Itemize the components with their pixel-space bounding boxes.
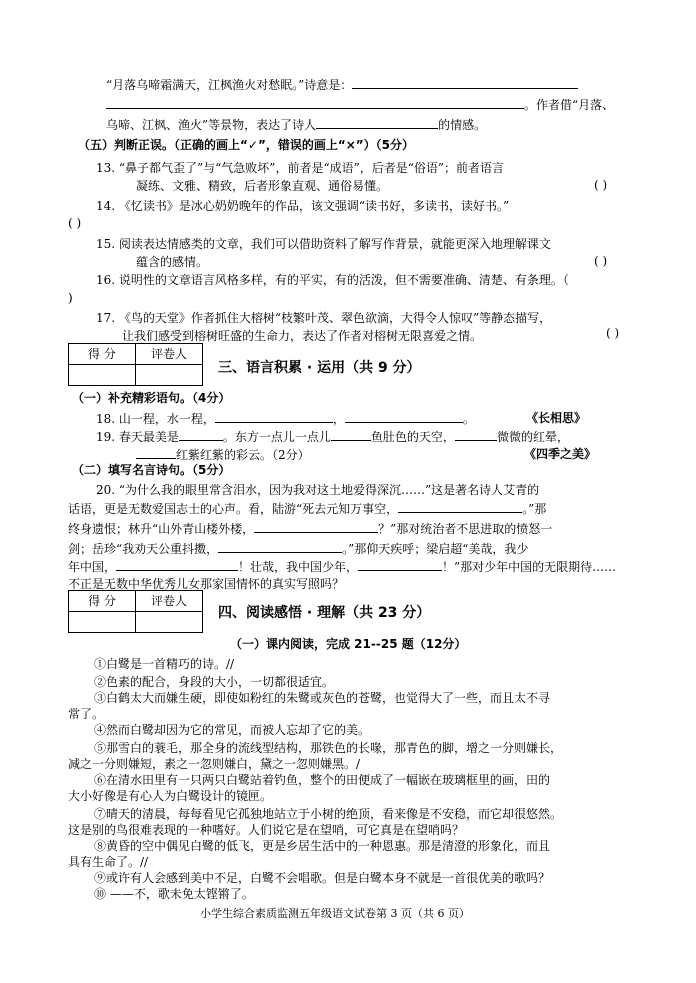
- q17-answer-paren[interactable]: ( ): [606, 326, 620, 340]
- imagery-text: 乌啼、江枫、渔火”等景物，表达了诗人: [106, 118, 317, 132]
- answer-blank[interactable]: [179, 428, 223, 441]
- q20-text-b: 话语，更是无数爱国志士的心声。看，陆游“死去元知万事空，: [68, 502, 399, 516]
- para-10: ⑩ ——不，歌未免太铿锵了。: [94, 887, 254, 901]
- q20-text-d-end: 。”那仰天疾呼；梁启超“美哉，我少: [342, 542, 529, 556]
- section4-title: 四、阅读感悟 · 理解（共 23 分）: [218, 605, 431, 621]
- para-7-line-2: 这是别的鸟很难表现的一种嗜好。人们说它是在望哨，可它真是在望哨吗？: [68, 823, 465, 837]
- grader-cell[interactable]: [136, 612, 203, 633]
- answer-blank[interactable]: [254, 520, 378, 533]
- answer-blank[interactable]: [352, 76, 578, 89]
- q20-line-2: [68, 500, 546, 517]
- q18-comma: ，: [332, 412, 345, 426]
- q13-line-2: 凝练、文雅、精致，后者形象直观、通俗易懂。: [136, 179, 389, 193]
- q14-answer-paren[interactable]: ( ): [68, 216, 82, 230]
- imagery-line: [106, 116, 486, 133]
- grader-cell[interactable]: [136, 365, 203, 386]
- q19-line-2: [136, 446, 310, 463]
- q18-line: [96, 410, 475, 427]
- grader-label: 评卷人: [136, 591, 203, 612]
- score-box: [68, 590, 203, 633]
- q20-text-b-end: 。”那: [522, 502, 547, 516]
- q17-line-2: 让我们感受到榕树旺盛的生命力，表达了作者对榕树无限喜爱之情。: [122, 329, 483, 343]
- q20-line-6: 不正是无数中华优秀儿女那家国情怀的真实写照吗？: [68, 577, 345, 591]
- section3-sub1: （一）补充精彩语句。（4分）: [72, 391, 231, 405]
- q16-line: 16. 说明性的文章语言风格多样，有的平实，有的活泼，但不需要准确、清楚、有条理。（: [96, 273, 569, 287]
- q19-source: 《四季之美》: [524, 447, 597, 461]
- q20-line-1: 20. “为什么我的眼里常含泪水，因为我对这土地爱得深沉……”这是著名诗人艾青的: [96, 483, 540, 497]
- answer-blank[interactable]: [358, 558, 442, 571]
- para-6-line-1: ⑥在清水田里有一只两只白鹭站着钓鱼，整个的田便成了一幅嵌在玻璃框里的画，田的: [94, 773, 551, 787]
- author-borrow-text: 。作者借“月落、: [524, 98, 615, 112]
- q17-line-1: 17. 《鸟的天堂》作者抓住大榕树“枝繁叶茂、翠色欲滴，大得令人惊叹”等静态描写，: [96, 311, 552, 325]
- section5-title: （五）判断正误。（正确的画上“✓”，错误的画上“×”）（5分）: [78, 138, 415, 152]
- answer-blank[interactable]: [106, 96, 524, 109]
- q19-mid2: 鱼肚色的天空，: [370, 430, 455, 444]
- q18-text: 18. 山一程，水一程，: [96, 412, 215, 426]
- page-footer: 小学生综合素质监测五年级语文试卷第 3 页（共 6 页）: [200, 907, 470, 920]
- para-5-line-1: ⑤那雪白的蓑毛，那全身的流线型结构，那铁色的长喙，那青色的脚，增之一分则嫌长，: [94, 741, 563, 755]
- section3-sub2: （二）填写名言诗句。（5分）: [72, 463, 231, 477]
- q15-answer-paren[interactable]: ( ): [594, 254, 608, 268]
- q19-mid3: 微微的红晕，: [496, 430, 569, 444]
- answer-blank[interactable]: [345, 410, 463, 423]
- answer-blank[interactable]: [136, 446, 176, 459]
- q18-source: 《长相思》: [526, 411, 587, 425]
- q19-text-2: 红紫红紫的彩云。（2分）: [176, 448, 310, 462]
- q15-line-1: 15. 阅读表达情感类的文章，我们可以借助资料了解写作背景，就能更深入地理解课文: [96, 237, 551, 251]
- q20-text-e: 年中国，: [68, 560, 117, 574]
- imagery-end-text: 的情感。: [438, 118, 487, 132]
- q20-text-e-end: ！”那对少年中国的无限期待……: [442, 560, 617, 574]
- para-1: ①白鹭是一首精巧的诗。//: [94, 657, 235, 671]
- answer-blank[interactable]: [316, 116, 438, 129]
- score-cell[interactable]: [69, 612, 136, 633]
- answer-blank[interactable]: [331, 428, 371, 441]
- q20-line-5: [68, 558, 616, 575]
- q13-line-1: 13. “鼻子都气歪了”与“气急败坏”，前者是“成语”，后者是“俗语”；前者语言: [96, 161, 504, 175]
- q20-text-c: 终身遗恨；林升“山外青山楼外楼，: [68, 522, 255, 536]
- grader-label: 评卷人: [136, 344, 203, 365]
- score-cell[interactable]: [69, 365, 136, 386]
- q20-text-e-mid: ！壮哉，我中国少年，: [238, 560, 359, 574]
- para-6-line-2: 大小好像是有心人为白鹭设计的镜匣。: [68, 789, 273, 803]
- para-7-line-1: ⑦晴天的清晨，每每看见它孤独地站立于小树的绝顶，看来像是不安稳，而它却很悠然。: [94, 807, 563, 821]
- para-8-line-2: 具有生命了。//: [68, 855, 149, 869]
- q20-text-d: 剑；岳珍“我劝天公重抖擞，: [68, 542, 219, 556]
- para-3-line-2: 常了。: [68, 707, 105, 721]
- score-label: 得 分: [69, 344, 136, 365]
- q18-period: 。: [462, 412, 475, 426]
- para-9: ⑨或许有人会感到美中不足，白鹭不会唱歌。但是白鹭本身不就是一首很优美的歌吗？: [94, 871, 551, 885]
- q19-text: 19. 春天最美是: [96, 430, 179, 444]
- q19-line-1: [96, 428, 569, 445]
- q14-line: 14. 《忆读书》是冰心奶奶晚年的作品，该文强调“读书好，多读书，读好书。”: [96, 199, 510, 213]
- poem-line: [106, 76, 578, 93]
- para-3-line-1: ③白鹤太大而嫌生硬，即使如粉红的朱鹭或灰色的苍鹭，也觉得大了一些，而且太不寻: [94, 691, 551, 705]
- q13-answer-paren[interactable]: ( ): [594, 178, 608, 192]
- para-4: ④然而白鹭却因为它的常见，而被人忘却了它的美。: [94, 723, 371, 737]
- para-2: ②色素的配合，身段的大小，一切都很适宜。: [94, 675, 335, 689]
- score-label: 得 分: [69, 591, 136, 612]
- q20-line-4: [68, 540, 528, 557]
- q19-mid1: 。东方一点儿一点儿: [222, 430, 331, 444]
- section3-title: 三、语言积累 · 运用（共 9 分）: [218, 360, 421, 376]
- poem-text: “月落乌啼霜满天，江枫渔火对愁眠。”诗意是：: [106, 78, 353, 92]
- answer-blank[interactable]: [215, 410, 333, 423]
- author-borrow-line: [106, 96, 614, 113]
- para-5-line-2: 减之一分则嫌短，素之一忽则嫌白，黛之一忽则嫌黑。/: [68, 757, 361, 771]
- para-8-line-1: ⑧黄昏的空中偶见白鹭的低飞，更是乡居生活中的一种恩惠。那是清澄的形象化，而且: [94, 839, 551, 853]
- answer-blank[interactable]: [455, 428, 497, 441]
- section4-sub1: （一）课内阅读，完成 21--25 题（12分）: [230, 637, 467, 651]
- answer-blank[interactable]: [398, 500, 522, 513]
- q16-close-paren[interactable]: ): [68, 291, 73, 305]
- q20-text-c-end: ？”那对统治者不思进取的愤怒一: [378, 522, 553, 536]
- answer-blank[interactable]: [218, 540, 342, 553]
- q20-line-3: [68, 520, 552, 537]
- score-box: [68, 343, 203, 386]
- q15-line-2: 蕴含的感情。: [136, 255, 209, 269]
- answer-blank[interactable]: [116, 558, 238, 571]
